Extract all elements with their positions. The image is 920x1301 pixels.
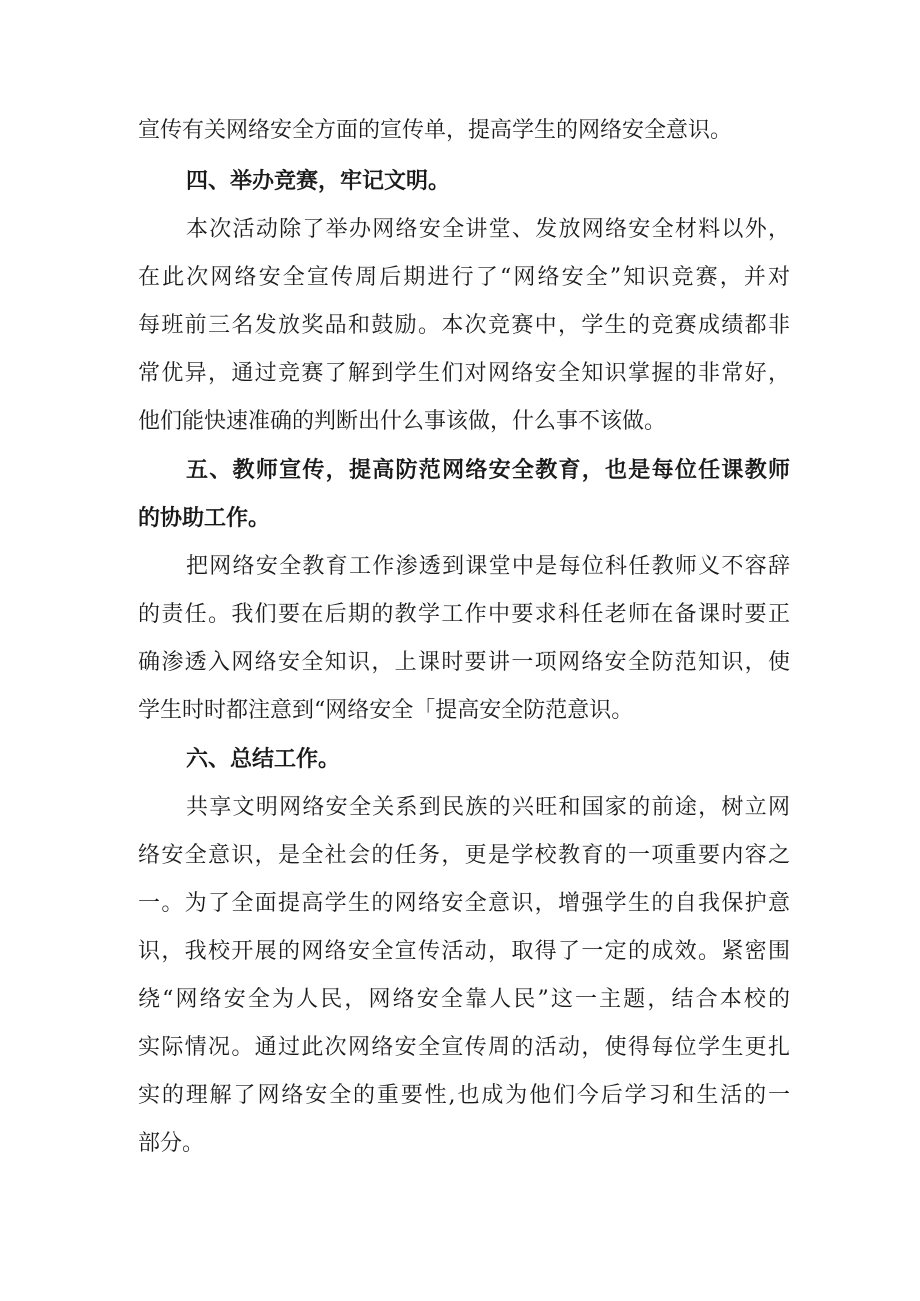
paragraph-line: 一。为了全面提高学生的网络安全意识，增强学生的自我保护意 [138, 891, 790, 916]
paragraph-line: 的责任。我们要在后期的教学工作中要求科任老师在备课时要正 [138, 602, 790, 627]
section-heading-4: 四、举办竞赛，牢记文明。 [186, 169, 451, 194]
paragraph-line: 实的理解了网络安全的重要性,也成为他们今后学习和生活的一 [138, 1083, 790, 1108]
paragraph-line: 常优异，通过竞赛了解到学生们对网络安全知识掌握的非常好， [138, 361, 790, 386]
paragraph-line: 宣传有关网络安全方面的宣传单，提高学生的网络安全意识。 [138, 118, 733, 143]
paragraph-line: 络安全意识，是全社会的任务，更是学校教育的一项重要内容之 [138, 843, 790, 868]
section-heading-5-cont: 的协助工作。 [138, 506, 271, 531]
paragraph-line: 他们能快速准确的判断出什么事该做，什么事不该做。 [138, 409, 667, 434]
paragraph-line: 确渗透入网络安全知识，上课时要讲一项网络安全防范知识，使 [138, 650, 790, 675]
paragraph-line: 部分。 [138, 1131, 205, 1156]
paragraph-line: 识，我校开展的网络安全宣传活动，取得了一定的成效。紧密围 [138, 939, 790, 964]
paragraph-line: 共享文明网络安全关系到民族的兴旺和国家的前途，树立网 [186, 795, 790, 820]
section-heading-6: 六、总结工作。 [186, 747, 341, 772]
paragraph-line: 本次活动除了举办网络安全讲堂、发放网络安全材料以外， [186, 217, 790, 242]
paragraph-line: 绕“网络安全为人民，网络安全靠人民”这一主题，结合本校的 [138, 987, 790, 1012]
paragraph-line: 学生时时都注意到“网络安全「提高安全防范意识。 [138, 698, 634, 723]
paragraph-line: 把网络安全教育工作渗透到课堂中是每位科任教师义不容辞 [186, 554, 790, 579]
paragraph-line: 在此次网络安全宣传周后期进行了“网络安全”知识竞赛，并对 [138, 265, 790, 290]
paragraph-line: 实际情况。通过此次网络安全宣传周的活动，使得每位学生更扎 [138, 1035, 790, 1060]
section-heading-5: 五、教师宣传，提高防范网络安全教育，也是每位任课教师 [186, 458, 790, 483]
paragraph-line: 每班前三名发放奖品和鼓励。本次竞赛中，学生的竞赛成绩都非 [138, 313, 790, 338]
